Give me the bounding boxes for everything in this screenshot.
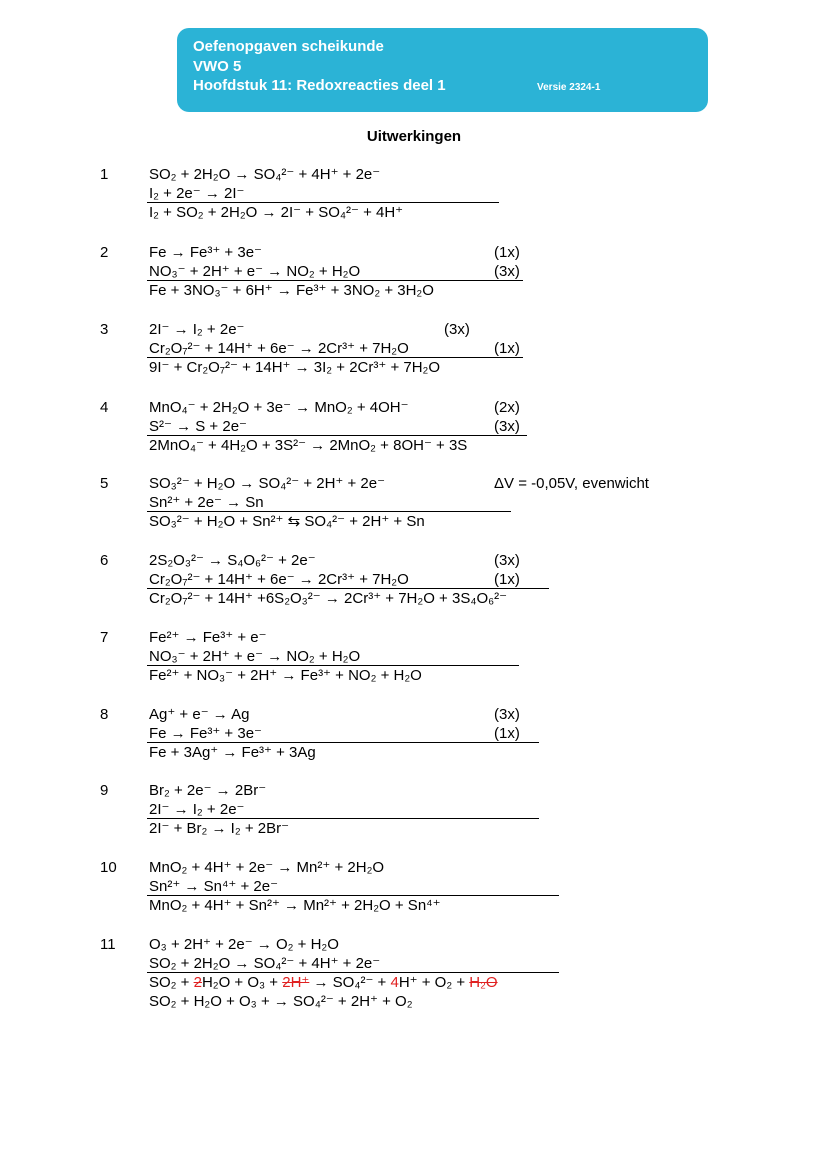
total-part: H₂O + O₃ + [201, 974, 283, 991]
half-reaction-1: O₃ + 2H⁺ + 2e⁻ → O₂ + H₂O [149, 936, 339, 953]
multiplier-2: (3x) [494, 418, 520, 435]
problem-4 [0, 398, 828, 478]
problem-number: 9 [100, 782, 109, 799]
crossed-out-term: H₂O [469, 974, 498, 991]
half-reaction-2: 2I⁻ → I₂ + 2e⁻ [149, 801, 245, 818]
half-reaction-1: Ag⁺ + e⁻ → Ag [149, 706, 250, 723]
half-reaction-1: MnO₄⁻ + 2H₂O + 3e⁻ → MnO₂ + 4OH⁻ [149, 399, 409, 416]
half-reaction-1: Br₂ + 2e⁻ → 2Br⁻ [149, 782, 267, 799]
half-reaction-1: 2I⁻ → I₂ + 2e⁻ [149, 321, 245, 338]
multiplier-2: (1x) [494, 725, 520, 742]
problem-number: 7 [100, 629, 109, 646]
problem-number: 2 [100, 244, 109, 261]
half-reaction-2: S²⁻ → S + 2e⁻ [149, 418, 247, 435]
problem-number: 5 [100, 475, 109, 492]
total-reaction: I₂ + SO₂ + 2H₂O → 2I⁻ + SO₄²⁻ + 4H⁺ [149, 204, 404, 221]
multiplier-1: (1x) [494, 244, 520, 261]
multiplier-1: (3x) [444, 321, 470, 338]
voltage-note: ΔV = -0,05V, evenwicht [494, 475, 649, 492]
header-version: Versie 2324-1 [537, 82, 601, 93]
total-reaction: Cr₂O₇²⁻ + 14H⁺ +6S₂O₃²⁻ → 2Cr³⁺ + 7H₂O + 3S₄O₆²⁻ [149, 590, 508, 607]
total-reaction-annotated [149, 973, 498, 992]
problem-9 [0, 781, 828, 861]
header-course: Oefenopgaven scheikunde [193, 38, 384, 55]
multiplier-1: (3x) [494, 552, 520, 569]
total-reaction: 9I⁻ + Cr₂O₇²⁻ + 14H⁺ → 3I₂ + 2Cr³⁺ + 7H₂O [149, 359, 441, 376]
problem-number: 4 [100, 399, 109, 416]
half-reaction-2: NO₃⁻ + 2H⁺ + e⁻ → NO₂ + H₂O [149, 648, 361, 665]
multiplier-1: (3x) [494, 706, 520, 723]
half-reaction-1: Fe → Fe³⁺ + 3e⁻ [149, 244, 262, 261]
multiplier-1: (2x) [494, 399, 520, 416]
header-banner [177, 28, 708, 112]
half-reaction-2: I₂ + 2e⁻ → 2I⁻ [149, 185, 245, 202]
half-reaction-1: Fe²⁺ → Fe³⁺ + e⁻ [149, 629, 267, 646]
total-reaction: Fe + 3NO₃⁻ + 6H⁺ → Fe³⁺ + 3NO₂ + 3H₂O [149, 282, 434, 299]
half-reaction-2: Sn²⁺ → Sn⁴⁺ + 2e⁻ [149, 878, 279, 895]
page-subtitle: Uitwerkingen [366, 128, 462, 145]
problem-3 [0, 320, 828, 400]
total-reaction: SO₃²⁻ + H₂O + Sn²⁺ ⇆ SO₄²⁻ + 2H⁺ + Sn [149, 513, 425, 530]
total-reaction: Fe²⁺ + NO₃⁻ + 2H⁺ → Fe³⁺ + NO₂ + H₂O [149, 667, 422, 684]
total-part: SO₂ + [149, 974, 194, 991]
final-reaction: SO₂ + H₂O + O₃ + → SO₄²⁻ + 2H⁺ + O₂ [149, 993, 413, 1010]
problem-1 [0, 165, 828, 245]
multiplier-2: (1x) [494, 340, 520, 357]
problem-number: 10 [100, 859, 117, 876]
half-reaction-2: NO₃⁻ + 2H⁺ + e⁻ → NO₂ + H₂O [149, 263, 361, 280]
problem-number: 11 [100, 936, 116, 953]
header-chapter: Hoofdstuk 11: Redoxreacties deel 1 [193, 77, 446, 94]
problem-11 [0, 935, 828, 1035]
problem-10 [0, 858, 828, 938]
half-reaction-1: SO₂ + 2H₂O → SO₄²⁻ + 4H⁺ + 2e⁻ [149, 166, 381, 183]
multiplier-2: (3x) [494, 263, 520, 280]
crossed-out-coefficient: 2 [193, 974, 202, 991]
half-reaction-2: Fe → Fe³⁺ + 3e⁻ [149, 725, 262, 742]
half-reaction-2: Sn²⁺ + 2e⁻ → Sn [149, 494, 264, 511]
multiplier-2: (1x) [494, 571, 520, 588]
total-part: → SO₄²⁻ + [309, 974, 391, 991]
total-reaction: Fe + 3Ag⁺ → Fe³⁺ + 3Ag [149, 744, 316, 761]
total-reaction: MnO₂ + 4H⁺ + Sn²⁺ → Mn²⁺ + 2H₂O + Sn⁴⁺ [149, 897, 441, 914]
problem-2 [0, 243, 828, 323]
half-reaction-2: SO₂ + 2H₂O → SO₄²⁻ + 4H⁺ + 2e⁻ [149, 955, 381, 972]
problem-number: 1 [100, 166, 109, 183]
problem-8 [0, 705, 828, 785]
problem-7 [0, 628, 828, 708]
total-reaction: 2I⁻ + Br₂ → I₂ + 2Br⁻ [149, 820, 290, 837]
half-reaction-2: Cr₂O₇²⁻ + 14H⁺ + 6e⁻ → 2Cr³⁺ + 7H₂O [149, 340, 409, 357]
problem-number: 3 [100, 321, 109, 338]
corrected-coefficient: 4 [390, 974, 399, 991]
half-reaction-1: SO₃²⁻ + H₂O → SO₄²⁻ + 2H⁺ + 2e⁻ [149, 475, 386, 492]
problem-number: 6 [100, 552, 109, 569]
total-part: H⁺ + O₂ + [398, 974, 470, 991]
total-reaction: 2MnO₄⁻ + 4H₂O + 3S²⁻ → 2MnO₂ + 8OH⁻ + 3S [149, 437, 468, 454]
half-reaction-1: 2S₂O₃²⁻ → S₄O₆²⁻ + 2e⁻ [149, 552, 316, 569]
half-reaction-2: Cr₂O₇²⁻ + 14H⁺ + 6e⁻ → 2Cr³⁺ + 7H₂O [149, 571, 409, 588]
header-level: VWO 5 [193, 58, 242, 75]
half-reaction-1: MnO₂ + 4H⁺ + 2e⁻ → Mn²⁺ + 2H₂O [149, 859, 385, 876]
crossed-out-term: 2H⁺ [282, 974, 310, 991]
problem-number: 8 [100, 706, 109, 723]
problem-6 [0, 551, 828, 631]
problem-5 [0, 474, 828, 554]
